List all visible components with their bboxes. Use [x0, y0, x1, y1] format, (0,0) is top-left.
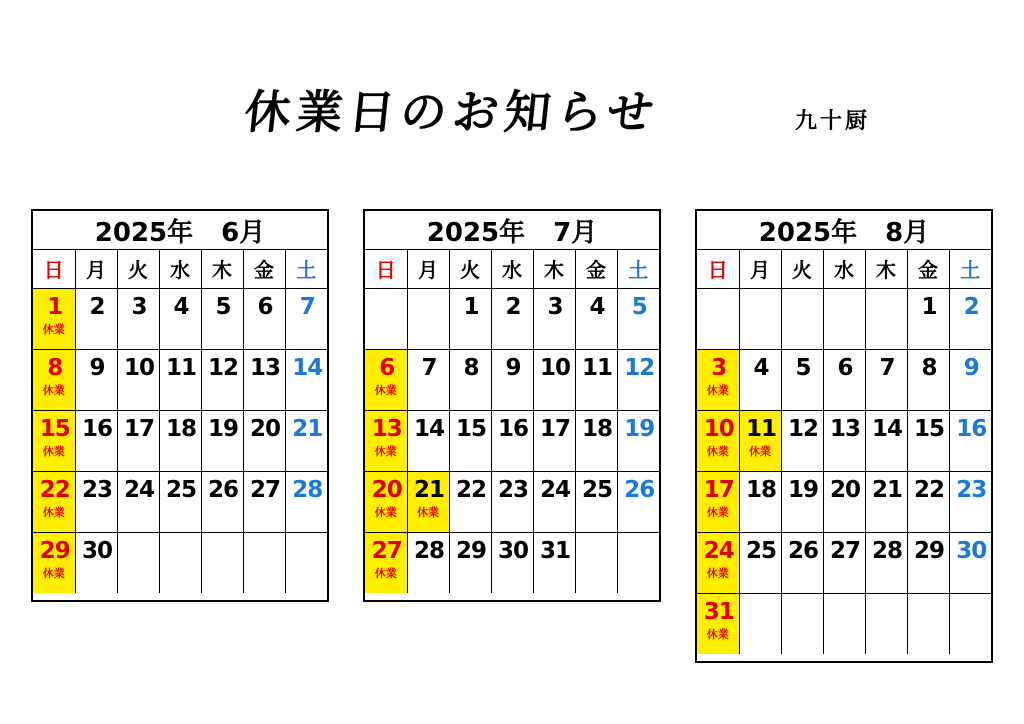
day-number: 7 [879, 354, 895, 381]
calendar-day [739, 471, 781, 532]
calendar-day [159, 288, 201, 349]
calendar-day [75, 471, 117, 532]
calendar-day [75, 532, 117, 593]
day-number: 4 [173, 293, 189, 320]
day-number: 23 [497, 476, 528, 503]
calendar-day-closed [33, 349, 75, 410]
day-number: 26 [207, 476, 238, 503]
day-number: 11 [165, 354, 196, 381]
calendar-day-empty [865, 288, 907, 349]
day-number: 2 [505, 293, 521, 320]
day-number: 13 [249, 354, 280, 381]
day-number: 20 [371, 476, 402, 503]
day-number: 12 [787, 415, 818, 442]
day-number: 24 [123, 476, 154, 503]
day-number: 8 [463, 354, 479, 381]
day-number: 28 [413, 537, 444, 564]
calendar-grid [33, 250, 327, 593]
day-number: 5 [795, 354, 811, 381]
calendar-day-empty [201, 532, 243, 593]
day-number: 6 [257, 293, 273, 320]
day-number: 23 [956, 476, 987, 503]
calendar-day [575, 288, 617, 349]
calendar-day [75, 410, 117, 471]
calendar-week-row [697, 471, 991, 532]
day-number: 14 [413, 415, 444, 442]
calendar-day [617, 410, 659, 471]
closed-label: 休業 [42, 505, 65, 519]
calendar-day [533, 349, 575, 410]
calendar-day [75, 288, 117, 349]
weekday-fri: 金 [907, 250, 949, 288]
day-number: 9 [89, 354, 105, 381]
calendar-day [449, 349, 491, 410]
day-number: 20 [249, 415, 280, 442]
calendar-day [449, 471, 491, 532]
calendar-day-closed [697, 532, 739, 593]
calendar-day [285, 288, 327, 349]
day-number: 19 [787, 476, 818, 503]
calendar-day [533, 410, 575, 471]
calendar-day-closed [33, 410, 75, 471]
day-number: 7 [299, 293, 315, 320]
closed-label: 休業 [374, 566, 397, 580]
day-number: 11 [745, 415, 776, 442]
weekday-tue: 火 [117, 250, 159, 288]
calendar-day-closed [365, 471, 407, 532]
calendar-day-closed [407, 471, 449, 532]
closed-label: 休業 [42, 383, 65, 397]
day-number: 16 [956, 415, 987, 442]
calendar-day [949, 288, 991, 349]
day-number: 15 [39, 415, 70, 442]
day-number: 8 [921, 354, 937, 381]
day-number: 29 [39, 537, 70, 564]
calendar-day [75, 349, 117, 410]
closed-label: 休業 [749, 444, 771, 458]
calendar-week-row [33, 410, 327, 471]
calendar-day-empty [285, 532, 327, 593]
calendar-day [949, 349, 991, 410]
day-number: 17 [123, 415, 154, 442]
calendar-day [739, 532, 781, 593]
closed-label: 休業 [417, 505, 439, 519]
weekday-sat: 土 [617, 250, 659, 288]
calendar-day [575, 471, 617, 532]
day-number: 3 [711, 354, 727, 381]
calendar-month: 7月 [553, 217, 598, 248]
calendar-day-closed [739, 410, 781, 471]
shop-name: 九十厨 [795, 108, 871, 134]
calendar-day [449, 288, 491, 349]
day-number: 12 [624, 354, 655, 381]
day-number: 10 [539, 354, 570, 381]
calendar-day-empty [823, 288, 865, 349]
weekday-wed: 水 [823, 250, 865, 288]
calendar-week-row [697, 410, 991, 471]
calendar-day [407, 532, 449, 593]
calendar-day [823, 471, 865, 532]
day-number: 18 [745, 476, 776, 503]
calendar-week-row [365, 532, 659, 593]
day-number: 1 [463, 293, 479, 320]
calendar-day [533, 471, 575, 532]
calendar-day [285, 349, 327, 410]
calendar-week-row [697, 593, 991, 654]
day-number: 4 [589, 293, 605, 320]
calendar-day [865, 410, 907, 471]
day-number: 15 [913, 415, 944, 442]
day-number: 1 [921, 293, 937, 320]
weekday-mon: 月 [407, 250, 449, 288]
calendar-day-closed [365, 410, 407, 471]
calendar-header [697, 211, 991, 250]
calendar-day [243, 410, 285, 471]
day-number: 21 [413, 476, 444, 503]
calendar-day [201, 471, 243, 532]
closed-label: 休業 [42, 444, 65, 458]
calendar-day [907, 532, 949, 593]
calendar-day-empty [617, 532, 659, 593]
day-number: 27 [371, 537, 402, 564]
closed-label: 休業 [706, 383, 729, 397]
day-number: 13 [371, 415, 402, 442]
calendar-day [781, 532, 823, 593]
weekday-wed: 水 [491, 250, 533, 288]
calendar-day-closed [365, 532, 407, 593]
weekday-sun: 日 [33, 250, 75, 288]
day-number: 27 [249, 476, 280, 503]
calendar-july [363, 209, 661, 602]
calendar-day [823, 349, 865, 410]
day-number: 26 [787, 537, 818, 564]
day-number: 3 [547, 293, 563, 320]
day-number: 3 [131, 293, 147, 320]
calendar-day [533, 532, 575, 593]
calendar-day [865, 532, 907, 593]
calendar-year: 2025年 [94, 217, 194, 248]
day-number: 2 [89, 293, 105, 320]
day-number: 27 [829, 537, 860, 564]
calendar-day-closed [365, 349, 407, 410]
day-number: 31 [539, 537, 570, 564]
day-number: 14 [871, 415, 902, 442]
day-number: 22 [455, 476, 486, 503]
day-number: 21 [292, 415, 323, 442]
calendar-day [907, 471, 949, 532]
weekday-sat: 土 [285, 250, 327, 288]
weekday-fri: 金 [575, 250, 617, 288]
day-number: 9 [963, 354, 979, 381]
day-number: 4 [753, 354, 769, 381]
calendar-header [365, 211, 659, 250]
day-number: 28 [871, 537, 902, 564]
calendar-day [201, 410, 243, 471]
calendar-day-empty [949, 593, 991, 654]
calendar-day [243, 349, 285, 410]
closed-label: 休業 [706, 505, 729, 519]
calendar-day [907, 410, 949, 471]
calendar-day-empty [407, 288, 449, 349]
day-number: 11 [581, 354, 612, 381]
calendar-day [617, 471, 659, 532]
calendar-day [159, 471, 201, 532]
calendar-day-empty [781, 288, 823, 349]
weekday-wed: 水 [159, 250, 201, 288]
calendar-week-row [697, 288, 991, 349]
closed-label: 休業 [374, 444, 397, 458]
calendar-day-empty [243, 532, 285, 593]
calendar-week-row [697, 532, 991, 593]
calendar-day-empty [697, 288, 739, 349]
calendar-year: 2025年 [758, 217, 858, 248]
calendar-day [159, 349, 201, 410]
day-number: 25 [165, 476, 196, 503]
calendar-day-empty [365, 288, 407, 349]
weekday-sun: 日 [697, 250, 739, 288]
day-number: 5 [631, 293, 647, 320]
day-number: 18 [581, 415, 612, 442]
calendar-day [159, 410, 201, 471]
calendar-day [285, 471, 327, 532]
calendar-week-row [33, 532, 327, 593]
calendar-week-row [697, 349, 991, 410]
day-number: 20 [829, 476, 860, 503]
day-number: 14 [292, 354, 323, 381]
weekday-header-row [33, 250, 327, 288]
calendar-june [31, 209, 329, 602]
calendar-day [949, 471, 991, 532]
calendar-day-empty [907, 593, 949, 654]
calendar-day [617, 349, 659, 410]
weekday-tue: 火 [781, 250, 823, 288]
calendar-week-row [33, 288, 327, 349]
calendar-day-empty [739, 288, 781, 349]
calendar-day [243, 288, 285, 349]
day-number: 22 [913, 476, 944, 503]
calendar-day-empty [865, 593, 907, 654]
page-title: 休業日のお知らせ [241, 85, 663, 139]
calendar-day [285, 410, 327, 471]
day-number: 15 [455, 415, 486, 442]
calendar-day [533, 288, 575, 349]
calendar-day [117, 349, 159, 410]
weekday-thu: 木 [201, 250, 243, 288]
calendar-day [823, 532, 865, 593]
calendar-week-row [365, 410, 659, 471]
day-number: 17 [539, 415, 570, 442]
closed-label: 休業 [42, 322, 65, 336]
weekday-fri: 金 [243, 250, 285, 288]
calendar-day-closed [697, 410, 739, 471]
day-number: 22 [39, 476, 70, 503]
day-number: 25 [581, 476, 612, 503]
day-number: 21 [871, 476, 902, 503]
calendar-day [449, 410, 491, 471]
day-number: 5 [215, 293, 231, 320]
calendar-year: 2025年 [426, 217, 526, 248]
weekday-sat: 土 [949, 250, 991, 288]
calendar-day [407, 349, 449, 410]
closed-label: 休業 [374, 383, 397, 397]
day-number: 28 [292, 476, 323, 503]
calendar-day [491, 471, 533, 532]
calendar-day [907, 349, 949, 410]
day-number: 17 [703, 476, 734, 503]
calendar-day-closed [697, 471, 739, 532]
calendar-month: 6月 [221, 217, 266, 248]
closed-label: 休業 [706, 566, 729, 580]
closed-label: 休業 [706, 627, 729, 641]
calendar-day [117, 288, 159, 349]
calendar-day-empty [159, 532, 201, 593]
weekday-header-row [697, 250, 991, 288]
calendar-day-empty [781, 593, 823, 654]
day-number: 30 [497, 537, 528, 564]
calendar-grid [697, 250, 991, 654]
day-number: 30 [81, 537, 112, 564]
day-number: 8 [47, 354, 63, 381]
day-number: 10 [123, 354, 154, 381]
calendar-day [449, 532, 491, 593]
closed-label: 休業 [42, 566, 65, 580]
calendar-week-row [365, 288, 659, 349]
day-number: 9 [505, 354, 521, 381]
calendar-grid [365, 250, 659, 593]
calendar-day [201, 288, 243, 349]
day-number: 6 [837, 354, 853, 381]
day-number: 29 [913, 537, 944, 564]
calendar-day-closed [33, 471, 75, 532]
calendar-day-closed [697, 593, 739, 654]
calendar-week-row [365, 349, 659, 410]
calendar-day [575, 349, 617, 410]
weekday-sun: 日 [365, 250, 407, 288]
calendar-week-row [365, 471, 659, 532]
day-number: 10 [703, 415, 734, 442]
day-number: 31 [703, 598, 734, 625]
calendar-day-empty [575, 532, 617, 593]
calendar-day [407, 410, 449, 471]
day-number: 1 [47, 293, 63, 320]
calendar-day-empty [739, 593, 781, 654]
day-number: 26 [624, 476, 655, 503]
day-number: 24 [539, 476, 570, 503]
closed-label: 休業 [706, 444, 729, 458]
calendar-day-closed [697, 349, 739, 410]
day-number: 25 [745, 537, 776, 564]
calendar-day [117, 471, 159, 532]
calendar-day-empty [117, 532, 159, 593]
calendar-day [907, 288, 949, 349]
day-number: 19 [207, 415, 238, 442]
weekday-thu: 木 [533, 250, 575, 288]
calendar-day [201, 349, 243, 410]
day-number: 16 [497, 415, 528, 442]
closed-label: 休業 [374, 505, 397, 519]
calendar-day [491, 532, 533, 593]
weekday-thu: 木 [865, 250, 907, 288]
calendar-day [491, 288, 533, 349]
calendar-day [781, 410, 823, 471]
day-number: 6 [379, 354, 395, 381]
calendar-day [781, 471, 823, 532]
calendar-week-row [33, 471, 327, 532]
weekday-tue: 火 [449, 250, 491, 288]
calendar-day-closed [33, 532, 75, 593]
calendar-day-closed [33, 288, 75, 349]
calendar-day [575, 410, 617, 471]
day-number: 7 [421, 354, 437, 381]
day-number: 12 [207, 354, 238, 381]
calendar-month: 8月 [885, 217, 930, 248]
day-number: 23 [81, 476, 112, 503]
day-number: 29 [455, 537, 486, 564]
calendar-day [949, 532, 991, 593]
day-number: 16 [81, 415, 112, 442]
day-number: 13 [829, 415, 860, 442]
calendar-day [117, 410, 159, 471]
day-number: 24 [703, 537, 734, 564]
calendar-header [33, 211, 327, 250]
day-number: 18 [165, 415, 196, 442]
calendar-day [823, 410, 865, 471]
calendar-day [491, 349, 533, 410]
weekday-mon: 月 [739, 250, 781, 288]
day-number: 19 [624, 415, 655, 442]
day-number: 30 [956, 537, 987, 564]
calendar-day [949, 410, 991, 471]
calendar-day [617, 288, 659, 349]
calendar-day [491, 410, 533, 471]
calendar-day [781, 349, 823, 410]
calendar-day [865, 349, 907, 410]
calendar-day [243, 471, 285, 532]
calendar-day-empty [823, 593, 865, 654]
calendar-week-row [33, 349, 327, 410]
weekday-mon: 月 [75, 250, 117, 288]
calendar-day [739, 349, 781, 410]
calendar-august [695, 209, 993, 663]
day-number: 2 [963, 293, 979, 320]
calendar-day [865, 471, 907, 532]
weekday-header-row [365, 250, 659, 288]
